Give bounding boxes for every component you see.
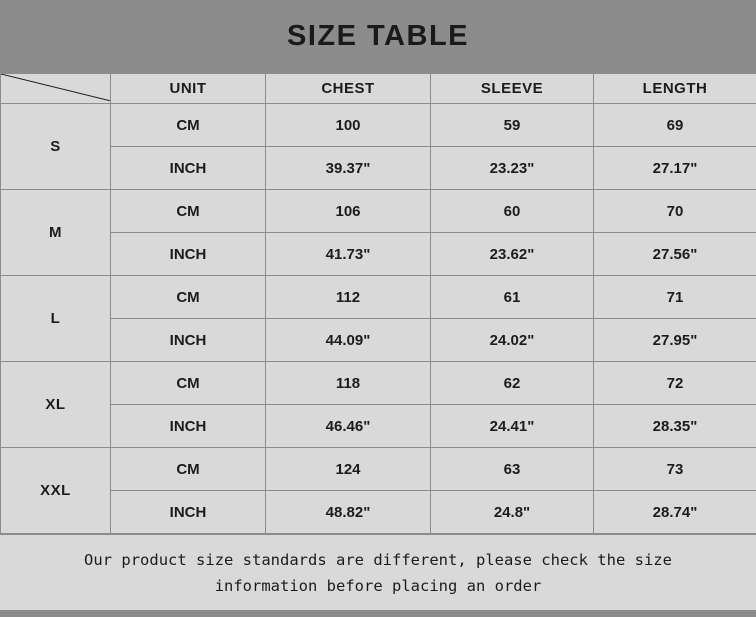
corner-cell	[1, 74, 111, 104]
table-header-row	[1, 74, 756, 104]
unit-inch: INCH	[111, 491, 266, 534]
table-row	[1, 276, 756, 319]
header-chest: CHEST	[266, 74, 431, 104]
length-value: 27.56"	[594, 233, 756, 276]
size-label-m: M	[1, 190, 111, 276]
footer-line-1: Our product size standards are different, please check the size	[84, 550, 672, 569]
unit-cm: CM	[111, 448, 266, 491]
chest-value: 46.46"	[266, 405, 431, 448]
chest-value: 44.09"	[266, 319, 431, 362]
sleeve-value: 63	[431, 448, 594, 491]
length-value: 72	[594, 362, 756, 405]
chest-value: 124	[266, 448, 431, 491]
sleeve-value: 24.02"	[431, 319, 594, 362]
footer-note	[0, 534, 756, 610]
chest-value: 118	[266, 362, 431, 405]
size-label-xxl: XXL	[1, 448, 111, 534]
sleeve-value: 24.41"	[431, 405, 594, 448]
size-label-l: L	[1, 276, 111, 362]
unit-inch: INCH	[111, 147, 266, 190]
diagonal-slash-icon	[1, 74, 110, 101]
header-unit: UNIT	[111, 74, 266, 104]
sleeve-value: 23.23"	[431, 147, 594, 190]
sleeve-value: 62	[431, 362, 594, 405]
unit-cm: CM	[111, 104, 266, 147]
length-value: 69	[594, 104, 756, 147]
sleeve-value: 61	[431, 276, 594, 319]
header-sleeve: SLEEVE	[431, 74, 594, 104]
unit-cm: CM	[111, 276, 266, 319]
page-title: SIZE TABLE	[286, 20, 470, 52]
length-value: 27.17"	[594, 147, 756, 190]
sleeve-value: 59	[431, 104, 594, 147]
title-bar	[0, 0, 756, 73]
unit-inch: INCH	[111, 233, 266, 276]
chest-value: 48.82"	[266, 491, 431, 534]
table-row	[1, 233, 756, 276]
chest-value: 112	[266, 276, 431, 319]
length-value: 28.74"	[594, 491, 756, 534]
chest-value: 39.37"	[266, 147, 431, 190]
length-value: 27.95"	[594, 319, 756, 362]
chest-value: 41.73"	[266, 233, 431, 276]
header-length: LENGTH	[594, 74, 756, 104]
length-value: 73	[594, 448, 756, 491]
size-table	[0, 73, 756, 534]
table-row	[1, 448, 756, 491]
length-value: 71	[594, 276, 756, 319]
table-row	[1, 319, 756, 362]
size-label-s: S	[1, 104, 111, 190]
table-row	[1, 491, 756, 534]
table-row	[1, 104, 756, 147]
size-label-xl: XL	[1, 362, 111, 448]
sleeve-value: 60	[431, 190, 594, 233]
length-value: 70	[594, 190, 756, 233]
length-value: 28.35"	[594, 405, 756, 448]
table-row	[1, 190, 756, 233]
chest-value: 100	[266, 104, 431, 147]
unit-cm: CM	[111, 362, 266, 405]
table-row	[1, 362, 756, 405]
footer-line-2: information before placing an order	[214, 576, 542, 595]
table-row	[1, 405, 756, 448]
unit-cm: CM	[111, 190, 266, 233]
sleeve-value: 24.8"	[431, 491, 594, 534]
unit-inch: INCH	[111, 405, 266, 448]
sleeve-value: 23.62"	[431, 233, 594, 276]
chest-value: 106	[266, 190, 431, 233]
unit-inch: INCH	[111, 319, 266, 362]
table-row	[1, 147, 756, 190]
